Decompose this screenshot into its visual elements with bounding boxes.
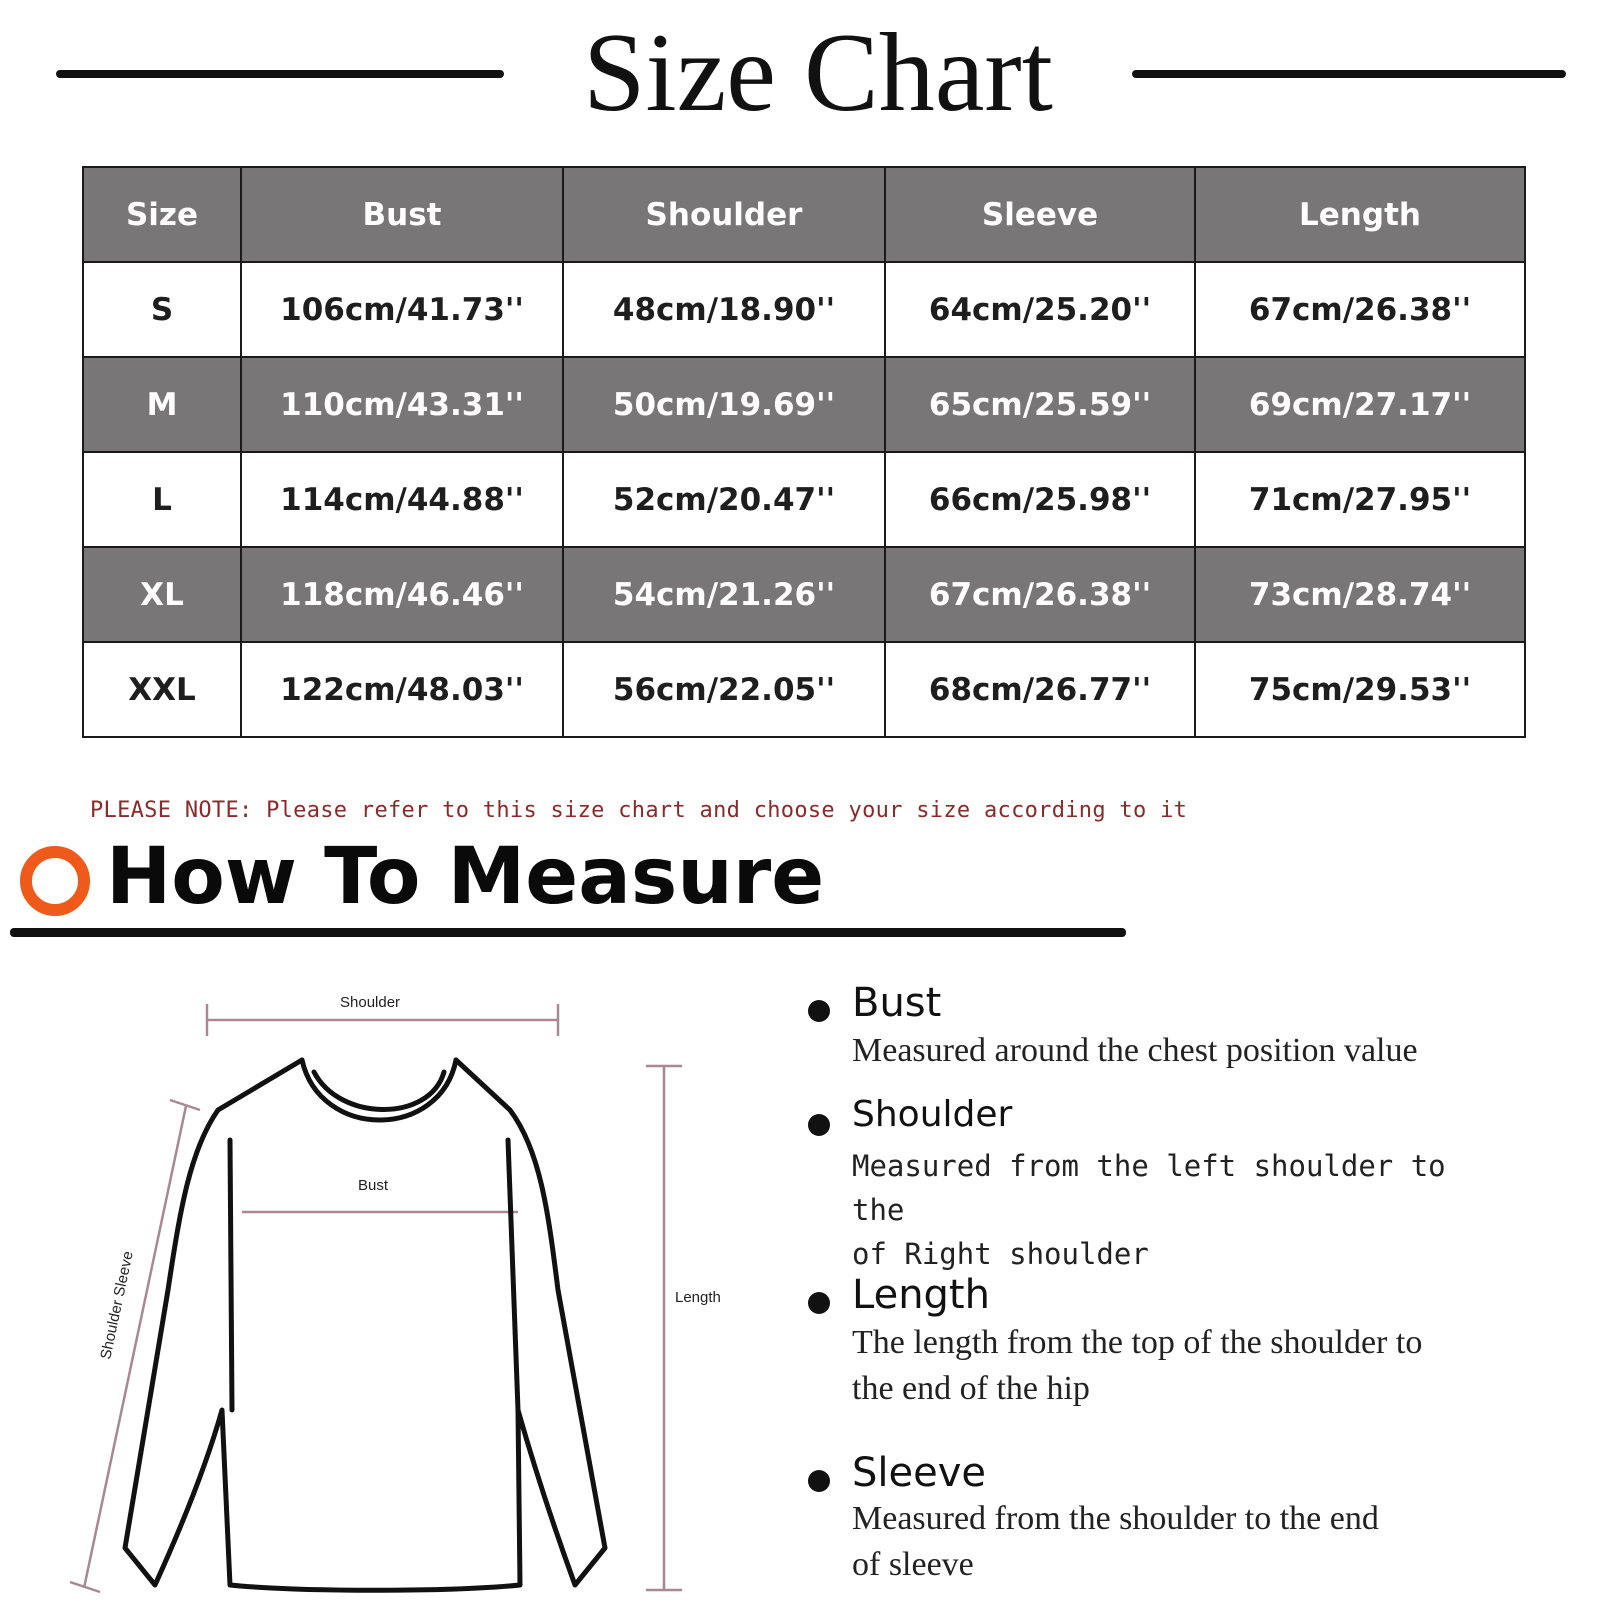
table-header-row xyxy=(83,167,1525,262)
bullet-icon xyxy=(808,1114,830,1136)
size-note: PLEASE NOTE: Please refer to this size chart and choose your size according to it xyxy=(90,798,1188,823)
definition-desc: The length from the top of the shoulder to the end of the hip xyxy=(852,1324,1423,1407)
definition-title: Bust xyxy=(852,980,942,1026)
size-chart-header xyxy=(0,0,1600,140)
cell-shoulder: 52cm/20.47'' xyxy=(563,452,885,547)
header-sleeve: Sleeve xyxy=(885,167,1195,262)
cell-size: XXL xyxy=(83,642,241,737)
cell-length: 75cm/29.53'' xyxy=(1195,642,1525,737)
cell-shoulder: 48cm/18.90'' xyxy=(563,262,885,357)
diagram-label-sleeve: Shoulder Sleeve xyxy=(97,1249,137,1361)
definition-title: Sleeve xyxy=(852,1450,987,1496)
cell-sleeve: 68cm/26.77'' xyxy=(885,642,1195,737)
cell-size: M xyxy=(83,357,241,452)
table-row xyxy=(83,357,1525,452)
diagram-label-length: Length xyxy=(675,1289,721,1306)
title-rule-left xyxy=(56,70,504,78)
cell-bust: 114cm/44.88'' xyxy=(241,452,563,547)
definition-title: Length xyxy=(852,1272,990,1318)
size-table xyxy=(82,166,1526,738)
cell-sleeve: 64cm/25.20'' xyxy=(885,262,1195,357)
cell-length: 69cm/27.17'' xyxy=(1195,357,1525,452)
heading-rule xyxy=(10,928,1126,937)
cell-size: XL xyxy=(83,547,241,642)
bullet-icon xyxy=(808,1292,830,1314)
cell-sleeve: 65cm/25.59'' xyxy=(885,357,1195,452)
definition-title: Shoulder xyxy=(852,1094,1013,1135)
table-row xyxy=(83,642,1525,737)
section-title: How To Measure xyxy=(106,832,825,922)
ring-icon xyxy=(20,846,90,916)
cell-shoulder: 54cm/21.26'' xyxy=(563,547,885,642)
header-size: Size xyxy=(83,167,241,262)
header-bust: Bust xyxy=(241,167,563,262)
cell-bust: 122cm/48.03'' xyxy=(241,642,563,737)
bullet-icon xyxy=(808,1000,830,1022)
page-title: Size Chart xyxy=(583,11,1053,135)
cell-length: 71cm/27.95'' xyxy=(1195,452,1525,547)
cell-bust: 110cm/43.31'' xyxy=(241,357,563,452)
cell-bust: 118cm/46.46'' xyxy=(241,547,563,642)
diagram-label-shoulder: Shoulder xyxy=(340,994,401,1011)
table-row xyxy=(83,547,1525,642)
cell-length: 67cm/26.38'' xyxy=(1195,262,1525,357)
cell-length: 73cm/28.74'' xyxy=(1195,547,1525,642)
sweater-outline xyxy=(125,1060,605,1590)
cell-shoulder: 56cm/22.05'' xyxy=(563,642,885,737)
title-rule-right xyxy=(1132,70,1566,78)
bullet-icon xyxy=(808,1470,830,1492)
diagram-label-bust: Bust xyxy=(358,1177,389,1194)
definition-desc: Measured from the left shoulder to the of Right shoulder xyxy=(852,1149,1446,1271)
cell-shoulder: 50cm/19.69'' xyxy=(563,357,885,452)
definition-desc: Measured around the chest position value xyxy=(852,1032,1418,1069)
definition-desc: Measured from the shoulder to the end of sleeve xyxy=(852,1500,1379,1583)
sweater-diagram xyxy=(40,990,760,1600)
cell-bust: 106cm/41.73'' xyxy=(241,262,563,357)
cell-size: L xyxy=(83,452,241,547)
cell-sleeve: 66cm/25.98'' xyxy=(885,452,1195,547)
header-shoulder: Shoulder xyxy=(563,167,885,262)
table-row xyxy=(83,452,1525,547)
cell-size: S xyxy=(83,262,241,357)
header-length: Length xyxy=(1195,167,1525,262)
table-row xyxy=(83,262,1525,357)
cell-sleeve: 67cm/26.38'' xyxy=(885,547,1195,642)
